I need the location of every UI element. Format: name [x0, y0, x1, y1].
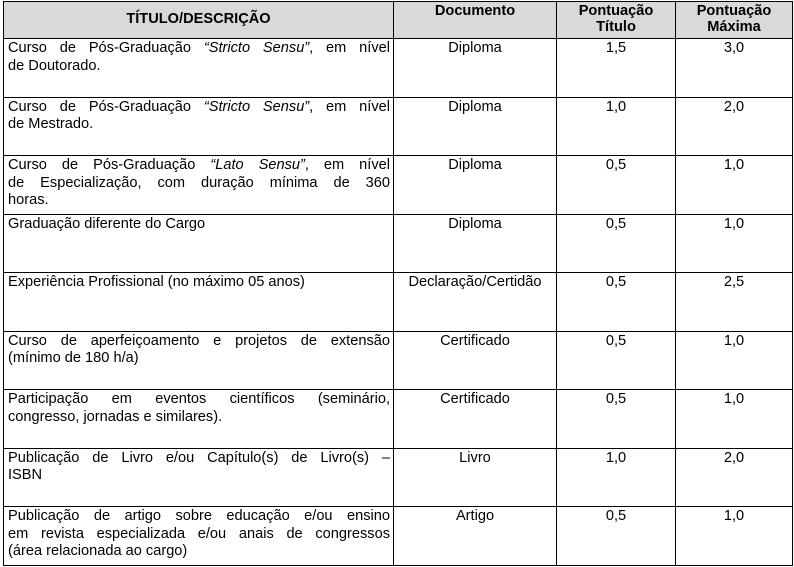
description-line: de Doutorado.: [8, 57, 101, 74]
row-document: Livro: [394, 448, 557, 507]
row-document: Declaração/Certidão: [394, 273, 557, 332]
table-row: [4, 448, 793, 507]
table-row: [4, 39, 793, 98]
description-line: congresso, jornadas e similares).: [8, 408, 223, 425]
row-description: [4, 448, 394, 507]
description-text: , em nível: [304, 157, 390, 173]
row-max-points: 1,0: [676, 507, 793, 566]
row-description: [4, 390, 394, 449]
description-line: [8, 157, 390, 175]
row-document: Diploma: [394, 214, 557, 273]
description-line: horas.: [8, 192, 49, 208]
row-points: 0,5: [557, 273, 676, 332]
row-description: [4, 273, 394, 332]
row-document: Certificado: [394, 331, 557, 390]
row-points: 1,0: [557, 448, 676, 507]
description-line: Participação em eventos científicos (seminário,: [8, 391, 390, 407]
description-line: Experiência Profissional (no máximo 05 anos): [8, 274, 305, 290]
table-row: [4, 507, 793, 566]
description-line: em revista especializada e/ou anais de congressos: [8, 525, 390, 542]
table-row: [4, 273, 793, 332]
description-emphasis: “Stricto Sensu”: [203, 40, 310, 56]
header-points-max-line1: Pontuação: [696, 3, 772, 19]
description-line: de Especialização, com duração mínima de 360: [8, 174, 390, 191]
row-document: Diploma: [394, 39, 557, 98]
description-text: Curso de Pós-Graduação: [8, 157, 211, 173]
description-text: Curso de Pós-Graduação: [8, 40, 204, 56]
row-max-points: 1,0: [676, 156, 793, 215]
row-description: [4, 214, 394, 273]
row-points: 0,5: [557, 507, 676, 566]
description-text: , em nível: [309, 98, 390, 115]
row-points: 0,5: [557, 390, 676, 449]
table-row: [4, 390, 793, 449]
header-points-max: [676, 2, 793, 39]
row-max-points: 1,0: [676, 390, 793, 449]
table-row: [4, 97, 793, 156]
description-line: de Mestrado.: [8, 116, 94, 132]
row-points: 0,5: [557, 331, 676, 390]
row-document: Certificado: [394, 390, 557, 449]
description-text: , em nível: [309, 40, 390, 56]
header-title-description: TÍTULO/DESCRIÇÃO: [4, 2, 394, 39]
row-max-points: 1,0: [676, 331, 793, 390]
row-points: 1,0: [557, 97, 676, 156]
row-points: 1,5: [557, 39, 676, 98]
description-text: Curso de Pós-Graduação: [8, 98, 204, 115]
header-document: Documento: [394, 2, 557, 39]
row-document: Diploma: [394, 156, 557, 215]
description-line: Publicação de Livro e/ou Capítulo(s) de Livro(s) –: [8, 449, 390, 466]
row-description: [4, 331, 394, 390]
row-points: 0,5: [557, 156, 676, 215]
row-document: Artigo: [394, 507, 557, 566]
row-max-points: 3,0: [676, 39, 793, 98]
header-points-max-line2: Máxima: [707, 19, 761, 35]
table-row: [4, 214, 793, 273]
row-points: 0,5: [557, 214, 676, 273]
row-description: [4, 97, 394, 156]
table-row: [4, 331, 793, 390]
row-description: [4, 156, 394, 215]
row-document: Diploma: [394, 97, 557, 156]
description-line: ISBN: [8, 467, 43, 483]
description-line: (mínimo de 180 h/a): [8, 350, 139, 366]
row-max-points: 2,0: [676, 97, 793, 156]
header-points-title-line1: Pontuação: [578, 3, 654, 19]
description-emphasis: “Stricto Sensu”: [203, 98, 310, 115]
row-description: [4, 39, 394, 98]
header-points-title: [557, 2, 676, 39]
table-row: [4, 156, 793, 215]
row-max-points: 1,0: [676, 214, 793, 273]
row-max-points: 2,5: [676, 273, 793, 332]
table-header-row: [4, 2, 793, 39]
row-description: [4, 507, 394, 566]
description-emphasis: “Lato Sensu”: [210, 157, 305, 173]
description-line: [8, 40, 390, 58]
row-max-points: 2,0: [676, 448, 793, 507]
scoring-table: [3, 1, 793, 566]
description-line: [8, 99, 390, 117]
description-line: Publicação de artigo sobre educação e/ou ensino: [8, 508, 390, 524]
description-line: Curso de aperfeiçoamento e projetos de extensão: [8, 332, 390, 349]
header-points-title-line2: Título: [596, 19, 636, 35]
description-line: (área relacionada ao cargo): [8, 543, 188, 559]
description-line: Graduação diferente do Cargo: [8, 215, 206, 232]
